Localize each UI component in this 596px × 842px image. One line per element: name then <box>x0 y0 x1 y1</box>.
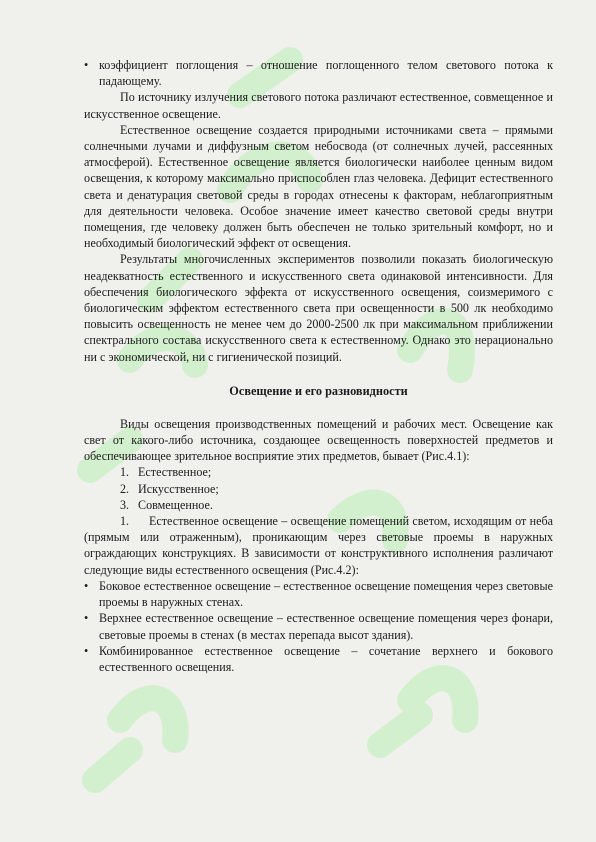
watermark-stroke <box>410 678 466 720</box>
paragraph-text: Естественное освещение – освещение помещений светом, исходящим от неба (прямым или отраженным), проникающим через световые проемы в наружных ограждающих конструкциях. В зависимости от конструктивного исполнения различают следующие виды естественного освещения (Рис.4.2): <box>84 514 553 577</box>
bullet-item <box>84 578 553 610</box>
item-number: 3. <box>120 497 130 512</box>
numbered-item <box>84 464 553 480</box>
paragraph-lighting-types: Виды освещения производственных помещений и рабочих мест. Освещение как свет от какого-либо источника, создающее освещенность поверхностей предметов и обеспечивающее зрительное восприятие этих предметов, бывает (Рис.4.1): <box>84 416 553 464</box>
item-number: 1. <box>120 465 130 480</box>
bullet-text: Верхнее естественное освещение – естественное освещение помещения через фонари, световые проемы в стенах (в местах перепада высот здания). <box>99 611 553 642</box>
bullet-glyph: • <box>84 611 89 626</box>
numbered-item <box>84 481 553 497</box>
bullet-text: Комбинированное естественное освещение – сочетание верхнего и бокового естественного освещения. <box>99 643 553 674</box>
bullet-glyph: • <box>84 58 89 72</box>
section-heading: Освещение и его разновидности <box>229 383 408 398</box>
paragraph-sources: По источнику излучения светового потока различают естественное, совмещенное и искусственное освещение. <box>84 90 553 121</box>
paragraph-natural-lighting: Естественное освещение создается природными источниками света – прямыми солнечными лучами и диффузным светом небосвода (от солнечных лучей, рассеянных атмосферой). Естественное освещение является биологически наиболее ценным видом освещения, к которому максимально приспособлен глаз человека. Дефицит естественного света и денатурация световой среды в городах отнесены к факторам, неблагоприятным для деятельности человека. Особое значение имеет качество световой среды внутри помещения, где человеку должен быть обеспечен не только зрительный комфорт, но и необходимый биологический эффект от освещения. <box>84 122 553 251</box>
item-text: Естественное; <box>138 465 212 480</box>
item-number: 2. <box>120 481 130 496</box>
watermark-stroke <box>120 698 176 740</box>
numbered-item <box>84 497 553 513</box>
intro-bullet-text: коэффициент поглощения – отношение поглощенного телом светового потока к падающему. <box>99 58 553 89</box>
paragraph-experiments: Результаты многочисленных экспериментов позволили показать биологическую неадекватность естественного и искусственного света одинаковой интенсивности. Для обеспечения биологического эффекта от искусственного освещения, соизмеримого с биологическим эффектом естественного света при освещенности в 500 лк необходимо повысить освещенность не менее чем до 2000-2500 лк при максимальном приближении спектрального состава искусственного света к естественному. Однако это нерационально ни с экономической, ни с гигиенической позиций. <box>84 252 553 364</box>
bullet-glyph: • <box>84 643 89 658</box>
document-body <box>84 57 553 675</box>
item-text: Совмещенное. <box>138 497 213 512</box>
bullet-text: Боковое естественное освещение – естественное освещение помещения через световые проемы в наружных стенах. <box>99 578 553 610</box>
watermark-stroke <box>380 715 420 745</box>
bullet-item <box>84 643 553 675</box>
item-text: Искусственное; <box>138 481 219 496</box>
bullet-glyph: • <box>84 578 89 593</box>
paragraph-number: 1. <box>120 514 130 529</box>
paragraph-natural-definition <box>84 513 553 578</box>
intro-bullet <box>84 57 553 89</box>
bullet-item <box>84 610 553 642</box>
watermark-stroke <box>95 750 130 780</box>
